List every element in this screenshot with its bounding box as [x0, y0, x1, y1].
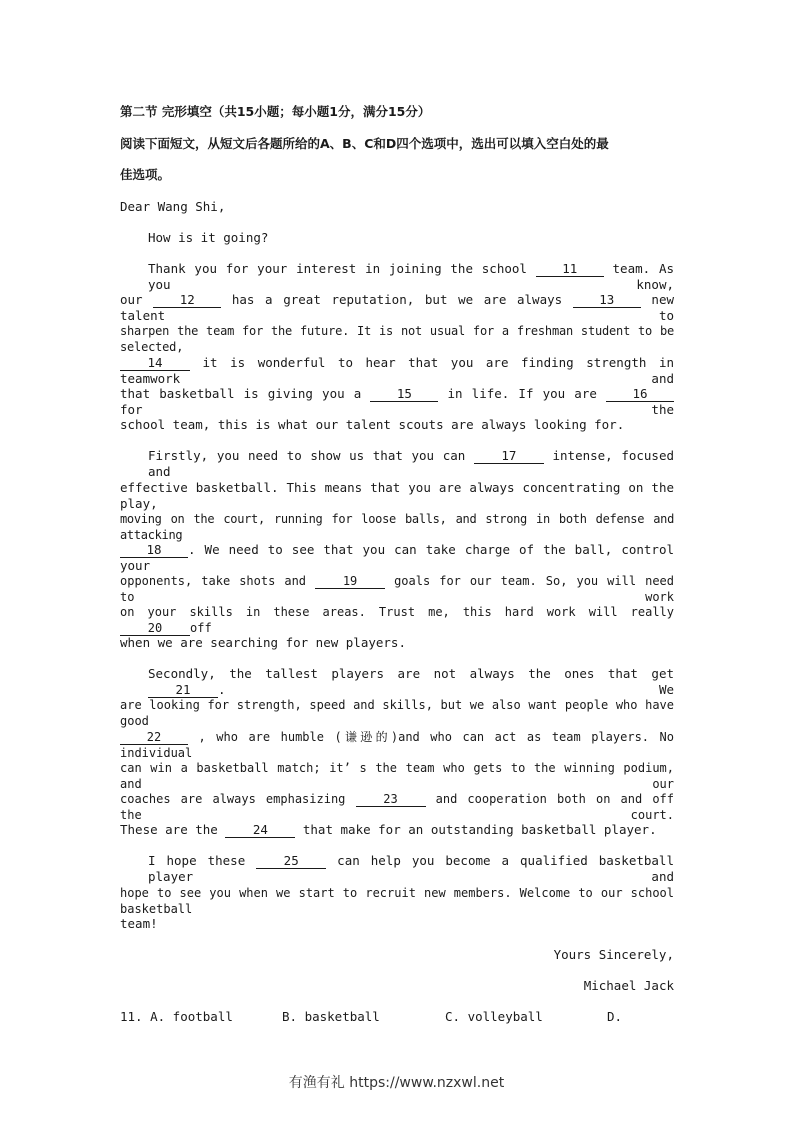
- blank-19: 19: [315, 574, 385, 589]
- p4-line-1: [148, 853, 674, 885]
- text: coaches are always emphasizing: [120, 792, 356, 806]
- letter-opening: How is it going?: [148, 230, 269, 245]
- text: has a great reputation, but we are always: [221, 292, 573, 307]
- p2-line-6: [120, 604, 674, 636]
- p3-line-2: are looking for strength, speed and skills, but we also want people who have good: [120, 698, 674, 728]
- section-title: 第二节 完形填空（共15小题；每小题1分，满分15分）: [120, 104, 431, 119]
- blank-15: 15: [370, 387, 438, 402]
- instructions-line-2: 佳选项。: [120, 167, 171, 182]
- text: and cooperation both on and off the court.: [120, 792, 675, 822]
- text: intense, focused and: [148, 448, 675, 479]
- text: team. As you know,: [148, 261, 674, 292]
- text: can help you become a qualified basketball player and: [148, 853, 674, 884]
- text: it is wonderful to hear that you are finding strength in teamwork and: [120, 355, 674, 386]
- p1-line-4: [120, 355, 674, 387]
- text: that basketball is giving you a: [120, 386, 371, 401]
- blank-14: 14: [120, 356, 190, 371]
- p3-line-3: [120, 729, 674, 761]
- p2-line-3: moving on the court, running for loose balls, and strong in both defense and attacking: [120, 512, 674, 542]
- p2-line-2: effective basketball. This means that you are always concentrating on the play,: [120, 480, 674, 511]
- text: , who are humble (谦逊的)and who can act as team players. No individual: [120, 730, 674, 760]
- question-11-option-b: B. basketball: [282, 1009, 380, 1024]
- text: on your skills in these areas. Trust me, this hard work will really: [120, 605, 674, 619]
- p4-line-3: team!: [120, 916, 158, 931]
- p2-line-4: [120, 542, 674, 574]
- text: opponents, take shots and: [120, 574, 316, 588]
- letter-signature: Michael Jack: [583, 978, 674, 993]
- p1-line-6: school team, this is what our talent scouts are always looking for.: [120, 417, 625, 432]
- p3-line-4: can win a basketball match; it’ s the team who gets to the winning podium, and our: [120, 761, 674, 791]
- p2-line-1: [148, 448, 674, 480]
- page-footer-watermark: 有渔有礼 https://www.nzxwl.net: [288, 1075, 505, 1091]
- p3-line-1: [148, 666, 674, 698]
- blank-25: 25: [256, 854, 326, 869]
- text: Secondly, the tallest players are not always the ones that get: [148, 666, 674, 681]
- blank-18: 18: [120, 543, 188, 558]
- text: our: [120, 292, 154, 307]
- text: Firstly, you need to show us that you can: [148, 448, 474, 463]
- text: off: [190, 621, 212, 635]
- blank-21: 21: [148, 683, 218, 698]
- letter-closing: Yours Sincerely,: [553, 947, 674, 962]
- text: new talent to: [120, 292, 674, 323]
- blank-16: 16: [606, 387, 674, 402]
- blank-22: 22: [120, 730, 188, 745]
- blank-24: 24: [225, 823, 295, 838]
- blank-20: 20: [120, 621, 190, 636]
- question-11-option-c: C. volleyball: [445, 1009, 543, 1024]
- blank-13: 13: [573, 293, 641, 308]
- blank-17: 17: [474, 449, 544, 464]
- p3-line-6: [120, 822, 674, 838]
- text: in life. If you are: [438, 386, 606, 401]
- text: Thank you for your interest in joining the school: [148, 261, 536, 276]
- letter-greeting: Dear Wang Shi,: [120, 199, 226, 214]
- text: I hope these: [148, 853, 257, 868]
- text: . We need to see that you can take charge of the ball, control your: [120, 542, 674, 573]
- blank-12: 12: [153, 293, 221, 308]
- blank-11: 11: [536, 262, 604, 277]
- text: that make for an outstanding basketball player.: [295, 822, 657, 837]
- p2-line-5: [120, 573, 674, 605]
- instructions-line-1: 阅读下面短文，从短文后各题所给的A、B、C和D四个选项中，选出可以填入空白处的最: [120, 136, 609, 151]
- p2-line-7: when we are searching for new players.: [120, 635, 406, 650]
- question-11-option-d: D.: [607, 1009, 623, 1024]
- p1-line-3: sharpen the team for the future. It is not usual for a freshman student to be selected,: [120, 324, 674, 354]
- p1-line-2: [120, 292, 674, 324]
- blank-23: 23: [356, 792, 426, 807]
- p3-line-5: [120, 791, 674, 823]
- p1-line-1: [148, 261, 674, 293]
- p4-line-2: hope to see you when we start to recruit new members. Welcome to our school basketball: [120, 886, 674, 916]
- text: for the: [120, 402, 674, 417]
- text: These are the: [120, 822, 226, 837]
- text: goals for our team. So, you will need to work: [120, 574, 674, 604]
- text: . We: [218, 682, 674, 697]
- question-11-option-a: 11. A. football: [120, 1009, 233, 1024]
- p1-line-5: [120, 386, 674, 418]
